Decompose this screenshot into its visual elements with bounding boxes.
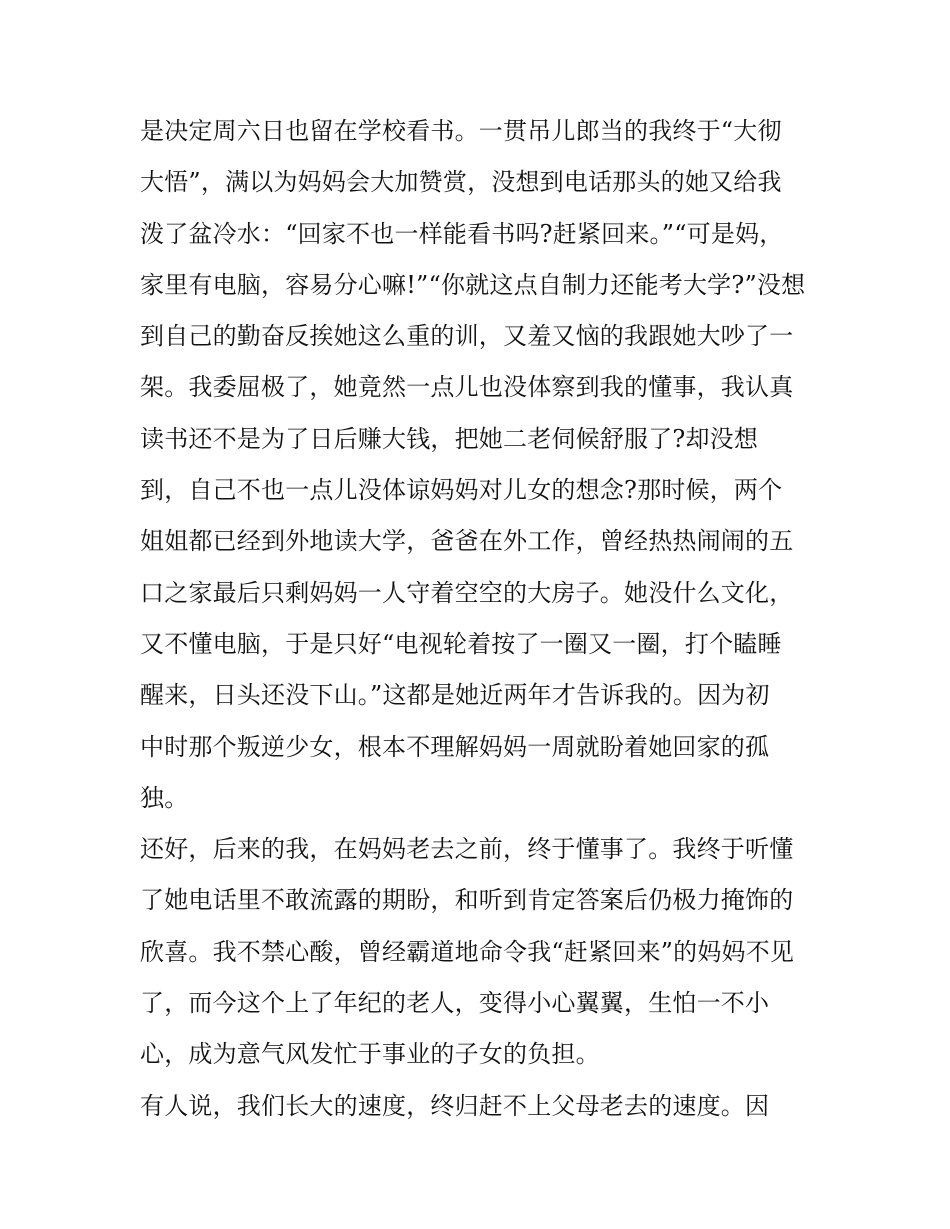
- text-line: 口之家最后只剩妈妈一人守着空空的大房子。她没什么文化，: [140, 578, 794, 607]
- body-text: [140, 106, 820, 1132]
- text-line: 到，自己不也一点儿没体谅妈妈对儿女的想念?那时候，两个: [140, 476, 783, 505]
- text-line: 泼了盆冷水：“回家不也一样能看书吗?赶紧回来。”“可是妈，: [140, 219, 784, 248]
- text-line: 到自己的勤奋反挨她这么重的训，又羞又恼的我跟她大吵了一: [140, 322, 794, 351]
- text-line: 读书还不是为了日后赚大钱，把她二老伺候舒服了?却没想: [140, 424, 759, 453]
- text-line: 心，成为意气风发忙于事业的子女的负担。: [140, 1040, 600, 1069]
- text-line: 独。: [140, 783, 189, 812]
- text-line: 还好，后来的我，在妈妈老去之前，终于懂事了。我终于听懂: [140, 835, 794, 864]
- text-line: 家里有电脑，容易分心嘛!”“你就这点自制力还能考大学?”没想: [140, 270, 806, 299]
- text-line: 又不懂电脑，于是只好“电视轮着按了一圈又一圈，打个瞌睡: [140, 629, 782, 658]
- text-line: 中时那个叛逆少女，根本不理解妈妈一周就盼着她回家的孤: [140, 732, 770, 761]
- text-line: 是决定周六日也留在学校看书。一贯吊儿郎当的我终于“大彻: [140, 117, 782, 145]
- text-line: 姐姐都已经到外地读大学，爸爸在外工作，曾经热热闹闹的五: [140, 527, 794, 556]
- text-line: 欣喜。我不禁心酸，曾经霸道地命令我“赶紧回来”的妈妈不见: [140, 937, 795, 966]
- text-line: 了她电话里不敢流露的期盼，和听到肯定答案后仍极力掩饰的: [140, 886, 794, 915]
- text-line: 了，而今这个上了年纪的老人，变得小心翼翼，生怕一不小: [140, 989, 770, 1018]
- text-line: 醒来，日头还没下山。”这都是她近两年才告诉我的。因为初: [140, 681, 770, 710]
- text-line: 架。我委屈极了，她竟然一点儿也没体察到我的懂事，我认真: [140, 373, 794, 402]
- text-line: 有人说，我们长大的速度，终归赶不上父母老去的速度。因: [140, 1091, 770, 1120]
- text-line: 大悟”，满以为妈妈会大加赞赏，没想到电话那头的她又给我: [140, 168, 782, 197]
